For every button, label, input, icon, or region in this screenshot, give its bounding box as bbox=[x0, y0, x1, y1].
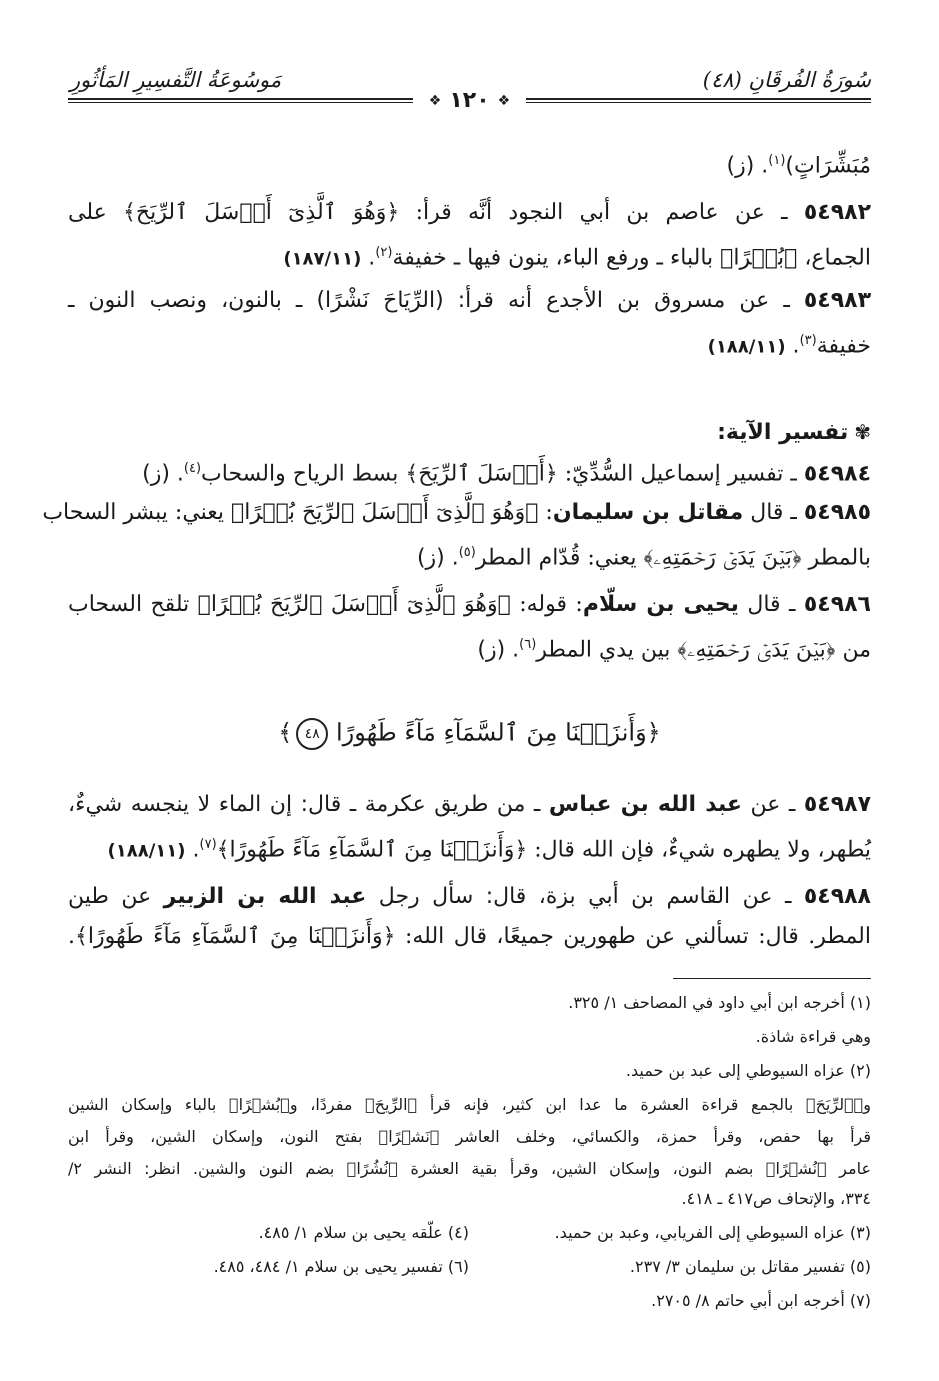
narrator-name: عبد الله بن عباس bbox=[548, 792, 742, 817]
verse-text: ﴿وَأَنزَلۡنَا مِنَ ٱلسَّمَآءِ مَآءً طَهُورًا bbox=[335, 718, 661, 747]
footnote-2: (٢) عزاه السيوطي إلى عبد بن حميد. bbox=[625, 1061, 871, 1080]
line-text: ـ من طريق عكرمة ـ قال: إن الماء لا ينجسه شيءٌ، bbox=[68, 792, 549, 817]
volume-ref: (١٨٧/١١) bbox=[283, 248, 362, 270]
book-title: مَوسُوعَةُ التَّفسِيرِ المَأثُورِ bbox=[70, 68, 282, 92]
footnote-1-note: وهي قراءة شاذة. bbox=[755, 1027, 871, 1046]
ornament-icon: ❖ bbox=[497, 93, 511, 109]
line-tail: . (ز) bbox=[416, 545, 459, 571]
text-line-12 bbox=[68, 830, 871, 866]
line-pre: ـ قال bbox=[738, 592, 804, 617]
text-line-10 bbox=[68, 630, 871, 665]
hadith-number: ٥٤٩٨٢ bbox=[803, 200, 871, 225]
line-text: المطر. قال: تسألني عن طهورين جميعًا، قال الله: ﴿وَأَنزَلۡنَا مِنَ ٱلسَّمَآءِ مَآءً طَهُورًا﴾. bbox=[68, 924, 871, 949]
footnote-mark: (٧) bbox=[199, 837, 217, 852]
hadith-54984 bbox=[68, 454, 871, 489]
footnote-mark: (٦) bbox=[519, 637, 537, 652]
narrator-name: يحيى بن سلّام bbox=[582, 592, 739, 617]
text-line-1 bbox=[68, 146, 871, 181]
line-text: يُطهر، ولا يطهره شيءٌ، فإن الله قال: ﴿وَأَنزَلۡنَا مِنَ ٱلسَّمَآءِ مَآءً طَهُورًا﴾ bbox=[216, 837, 871, 863]
footnote-mark: (٢) bbox=[375, 245, 393, 260]
footnote-2-line-4: عامر ﴿نُشۡرًا﴾ بضم النون، وإسكان الشين، وقرأ بقية العشرة ﴿نُشُرًا﴾ بضم النون والشين. انظر: النشر ٢/ bbox=[68, 1159, 871, 1178]
line-tail: . bbox=[785, 333, 800, 359]
surah-title: سُورَةُ الفُرقَانِ (٤٨) bbox=[702, 68, 871, 92]
line-tail: . (ز) bbox=[726, 153, 769, 179]
line-text: بالمطر ﴿بَيۡنَ يَدَىۡ رَحۡمَتِهِۦ﴾ يعني: قُدّام المطر bbox=[475, 545, 871, 571]
line-text: ـ عن مسروق بن الأجدع أنه قرأ: (الرِّيَاحَ نَشْرًا) ـ بالنون، ونصب النون ـ bbox=[68, 288, 804, 313]
text-line-5 bbox=[68, 326, 871, 362]
line-text: : قوله: ﴿وَهُوَ ٱلَّذِىٓ أَرۡسَلَ ٱلرِّيَحَ بُشۡرًا﴾ تلقح السحاب bbox=[68, 592, 583, 617]
volume-ref: (١٨٨/١١) bbox=[107, 840, 186, 862]
footnote-mark: (٥) bbox=[458, 545, 476, 560]
footnote-2-line-5: ٣٣٤، والإتحاف ص٤١٧ ـ ٤١٨. bbox=[681, 1189, 871, 1208]
line-tail: . (ز) bbox=[477, 637, 520, 663]
line-tail: . (ز) bbox=[142, 461, 184, 487]
ornament-icon: ❖ bbox=[428, 93, 442, 109]
line-text: ـ عن عاصم بن أبي النجود أنَّه قرأ: ﴿وَهُوَ ٱلَّذِىٓ أَرۡسَلَ ٱلرِّيَحَ﴾ على bbox=[68, 200, 804, 225]
line-tail: . bbox=[361, 245, 376, 271]
hadith-number: ٥٤٩٨٧ bbox=[803, 792, 871, 817]
hadith-number: ٥٤٩٨٤ bbox=[803, 461, 871, 487]
line-text: الجماع، ﴿بُشۡرًا﴾ بالباء ـ ورفع الباء، ينون فيها ـ خفيفة bbox=[392, 245, 871, 271]
hadith-54986 bbox=[68, 590, 871, 620]
hadith-number: ٥٤٩٨٦ bbox=[803, 592, 871, 617]
footnote-2-line-2: و﴿ٱلرِّيَحَ﴾ بالجمع قراءة العشرة ما عدا ابن كثير، فإنه قرأ ﴿الرِّيحَ﴾ مفردًا، و﴿بُشۡرًا﴾ بالباء وإسكان الشين bbox=[68, 1095, 871, 1114]
line-text: خفيفة bbox=[816, 333, 871, 359]
verse-number-icon: ٤٨ bbox=[296, 718, 328, 750]
hadith-54988 bbox=[68, 882, 871, 912]
verse-close: ﴾ bbox=[278, 718, 293, 747]
hadith-number: ٥٤٩٨٣ bbox=[803, 288, 871, 313]
text-line-14 bbox=[68, 922, 871, 952]
footnote-5: (٥) تفسير مقاتل بن سليمان ٣/ ٢٣٧. bbox=[629, 1257, 871, 1276]
footnote-1: (١) أخرجه ابن أبي داود في المصاحف ١/ ٣٢٥. bbox=[568, 993, 871, 1012]
page-number-box bbox=[0, 88, 939, 113]
line-text: عن طين bbox=[68, 884, 164, 909]
footnote-separator bbox=[673, 978, 871, 979]
hadith-number: ٥٤٩٨٨ bbox=[803, 884, 871, 909]
footnote-mark: (٤) bbox=[183, 461, 202, 476]
footnote-7: (٧) أخرجه ابن أبي حاتم ٨/ ٢٧٠٥. bbox=[651, 1291, 871, 1310]
hadith-54987 bbox=[68, 790, 871, 820]
hadith-54982 bbox=[68, 198, 871, 228]
line-tail: . bbox=[185, 837, 200, 863]
footnote-4: (٤) علّقه يحيى بن سلام ١/ ٤٨٥. bbox=[258, 1223, 469, 1242]
flower-ornament-icon: ✾ bbox=[854, 420, 871, 444]
narrator-name: مقاتل بن سليمان bbox=[552, 500, 744, 525]
footnote-3: (٣) عزاه السيوطي إلى الفريابي، وعبد بن حميد. bbox=[554, 1223, 871, 1242]
line-text: : ﴿وَهُوَ ٱلَّذِىٓ أَرۡسَلَ ٱلرِّيَحَ بُشۡرًا﴾ يعني: يبشر السحاب bbox=[42, 500, 553, 525]
hadith-54983 bbox=[68, 286, 871, 316]
line-text: مُبَشِّرَاتٍ) bbox=[785, 153, 871, 179]
line-pre: ـ عن القاسم بن أبي بزة، قال: سأل رجل bbox=[366, 884, 804, 909]
footnote-mark: (١) bbox=[768, 153, 786, 168]
text-line-8 bbox=[68, 538, 871, 573]
section-heading bbox=[717, 420, 871, 445]
footnote-2-line-3: قرأ بها حفص، وقرأ حمزة، والكسائي، وخلف العاشر ﴿نَشۡرًا﴾ بفتح النون، وإسكان الشين، وقرأ ابن bbox=[68, 1127, 871, 1146]
page-number-wrap bbox=[413, 88, 526, 113]
volume-ref: (١٨٨/١١) bbox=[707, 336, 786, 358]
footnote-6: (٦) تفسير يحيى بن سلام ١/ ٤٨٤، ٤٨٥. bbox=[213, 1257, 469, 1276]
narrator-name: عبد الله بن الزبير bbox=[163, 884, 367, 909]
quran-verse bbox=[0, 718, 939, 750]
section-heading-text: تفسير الآية: bbox=[717, 420, 849, 445]
line-pre: ـ قال bbox=[743, 500, 804, 525]
page-number: ١٢٠ bbox=[449, 88, 490, 113]
line-text: ـ تفسير إسماعيل السُّدِّيّ: ﴿أَرۡسَلَ ٱلرِّيَحَ﴾ بسط الرياح والسحاب bbox=[201, 461, 804, 487]
hadith-number: ٥٤٩٨٥ bbox=[803, 500, 871, 525]
line-text: من ﴿بَيۡنَ يَدَىۡ رَحۡمَتِهِۦ﴾ بين يدي المطر bbox=[536, 637, 871, 663]
hadith-54985 bbox=[42, 498, 871, 528]
footnote-mark: (٣) bbox=[799, 333, 817, 348]
text-line-3 bbox=[68, 238, 871, 274]
line-pre: ـ عن bbox=[741, 792, 804, 817]
